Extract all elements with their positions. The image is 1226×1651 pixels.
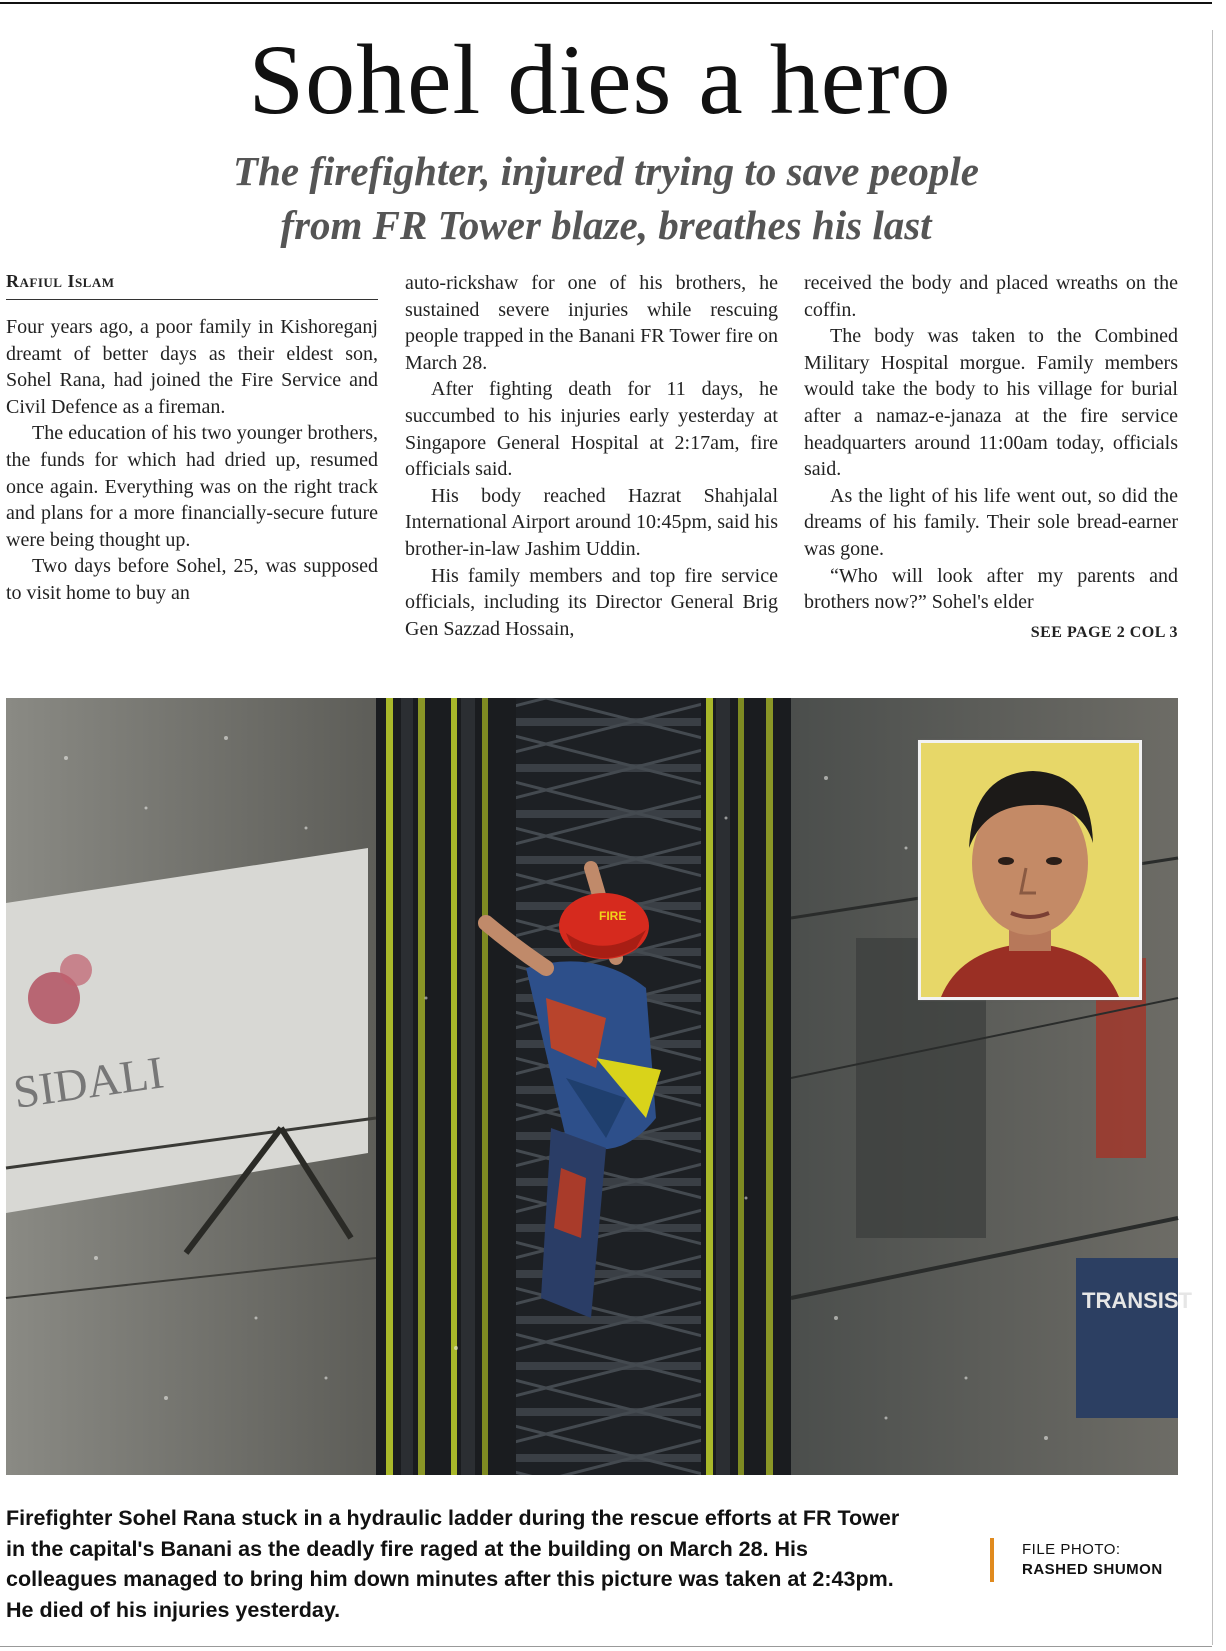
paragraph: The body was taken to the Combined Military Hospital morgue. Family members would take the body to his village for burial after a namaz-e-janaza at the fire service headquarters around 11:00am today, officials said. xyxy=(804,325,1178,481)
paragraph: auto-rickshaw for one of his brothers, he sustained severe injuries while rescuing people trapped in the Banani FR Tower fire on March 28. xyxy=(405,272,778,374)
bus-text: TRANSIST xyxy=(1082,1288,1192,1313)
credit-accent-bar xyxy=(990,1538,994,1582)
portrait-photo xyxy=(921,743,1139,997)
portrait-inset xyxy=(918,740,1142,1000)
paragraph: Four years ago, a poor family in Kishoreganj dreamt of better days as their eldest son, Sohel Rana, had joined the Fire Service and Civil Defence as a fireman. xyxy=(6,316,378,418)
paragraph: received the body and placed wreaths on the coffin. xyxy=(804,272,1178,321)
helmet-text: FIRE xyxy=(599,909,627,923)
photo-caption: Firefighter Sohel Rana stuck in a hydraulic ladder during the rescue efforts at FR Tower in the capital's Banani as the deadly fire raged at the building on March 28. His colleagues managed to bring him down minutes after this picture was taken at 2:43pm. He died of his injuries yesterday. xyxy=(6,1506,900,1622)
subheadline-line-2: from FR Tower blaze, breathes his last xyxy=(280,202,932,248)
photo-credit xyxy=(1022,1540,1202,1580)
paragraph: The education of his two younger brothers, the funds for which had dried up, resumed once again. Everything was on the right track and plans for a more financially-secure future were being thought up. xyxy=(6,422,378,551)
paragraph: His body reached Hazrat Shahjalal International Airport around 10:45pm, said his brother-in-law Jashim Uddin. xyxy=(405,484,778,560)
credit-label: FILE PHOTO: xyxy=(1022,1541,1121,1558)
paragraph: As the light of his life went out, so did the dreams of his family. Their sole bread-earner was gone. xyxy=(804,484,1178,560)
headline: Sohel dies a hero xyxy=(248,24,952,135)
byline: Rafiul Islam xyxy=(6,271,378,300)
article-column-2 xyxy=(405,270,778,642)
paragraph: After fighting death for 11 days, he succumbed to his injuries early yesterday at Singapore General Hospital at 2:17am, fire officials said. xyxy=(405,378,778,481)
top-rule xyxy=(0,2,1212,4)
bottom-rule xyxy=(0,1646,1212,1647)
article-column-3 xyxy=(804,270,1178,646)
subheadline-line-1: The firefighter, injured trying to save people xyxy=(233,148,979,194)
paragraph: Two days before Sohel, 25, was supposed to visit home to buy an xyxy=(6,555,378,604)
credit-name: RASHED SHUMON xyxy=(1022,1561,1163,1578)
right-rule xyxy=(1212,30,1213,1645)
jump-line: SEE PAGE 2 COL 3 xyxy=(1030,623,1178,641)
paragraph: “Who will look after my parents and brothers now?” Sohel's elder xyxy=(804,564,1178,614)
subheadline xyxy=(0,144,1212,252)
paragraph: His family members and top fire service officials, including its Director General Brig Gen Sazzad Hossain, xyxy=(405,564,778,640)
article-column-1 xyxy=(6,314,378,607)
sign-text: SIDALI xyxy=(10,1046,167,1118)
